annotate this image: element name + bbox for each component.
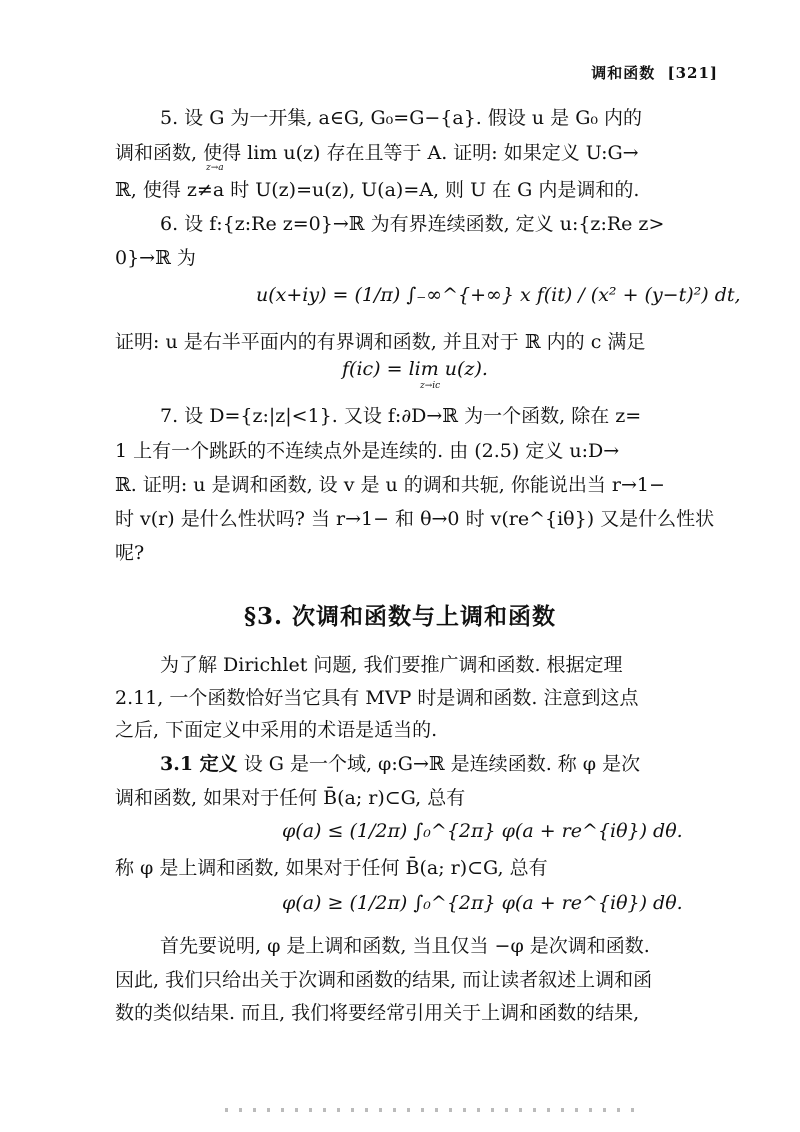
intro-line-3: 之后, 下面定义中采用的术语是适当的.	[115, 719, 438, 741]
ex7-line-1: 7. 设 D={z:|z|<1}. 又设 f:∂D→ℝ 为一个函数, 除在 z=	[160, 405, 642, 427]
section-heading: §3. 次调和函数与上调和函数	[243, 603, 557, 630]
intro-line-1: 为了解 Dirichlet 问题, 我们要推广调和函数. 根据定理	[160, 654, 623, 676]
closing-line-1: 首先要说明, φ 是上调和函数, 当且仅当 −φ 是次调和函数.	[160, 935, 650, 957]
ex6-formula: u(x+iy) = (1/π) ∫₋∞^{+∞} x f(it) / (x² + (y−t)²) dt,	[256, 284, 741, 306]
running-head-title: 调和函数	[591, 64, 656, 82]
ex6-formula-2: f(ic) = lim u(z).	[342, 358, 488, 380]
ex5-line-2: 调和函数, 使得 lim u(z) 存在且等于 A. 证明: 如果定义 U:G→	[115, 142, 639, 164]
ex7-line-2: 1 上有一个跳跃的不连续点外是连续的. 由 (2.5) 定义 u:D→	[115, 440, 620, 462]
ex7-line-5: 呢?	[115, 542, 145, 564]
running-head	[591, 62, 718, 83]
ex5-limit-subscript: z→a	[206, 163, 224, 173]
closing-line-3: 数的类似结果. 而且, 我们将要经常引用关于上调和函数的结果,	[115, 1002, 640, 1024]
superharmonic-inequality: φ(a) ≥ (1/2π) ∫₀^{2π} φ(a + re^{iθ}) dθ.	[282, 892, 683, 914]
definition-line-1	[160, 752, 705, 776]
page-number: [321]	[667, 64, 718, 82]
ex6-after: 证明: u 是右半平面内的有界调和函数, 并且对于 ℝ 内的 c 满足	[115, 331, 646, 353]
ex6-line-1: 6. 设 f:{z:Re z=0}→ℝ 为有界连续函数, 定义 u:{z:Re z>	[160, 213, 665, 235]
scan-artifact	[225, 1108, 645, 1112]
ex7-line-4: 时 v(r) 是什么性状吗? 当 r→1− 和 θ→0 时 v(re^{iθ}) 又是什么性状	[115, 508, 715, 530]
definition-text-1: 设 G 是一个域, φ:G→ℝ 是连续函数. 称 φ 是次	[243, 753, 641, 775]
ex7-line-3: ℝ. 证明: u 是调和函数, 设 v 是 u 的调和共轭, 你能说出当 r→1−	[115, 474, 665, 496]
definition-line-2: 调和函数, 如果对于任何 B̄(a; r)⊂G, 总有	[115, 787, 466, 809]
intro-line-2: 2.11, 一个函数恰好当它具有 MVP 时是调和函数. 注意到这点	[115, 687, 639, 709]
closing-line-2: 因此, 我们只给出关于次调和函数的结果, 而让读者叙述上调和函	[115, 969, 653, 991]
ex5-line-1: 5. 设 G 为一开集, a∈G, G₀=G−{a}. 假设 u 是 G₀ 内的	[160, 107, 643, 129]
ex6-line-2: 0}→ℝ 为	[115, 247, 196, 269]
ex6-limit-subscript: z→ic	[420, 381, 441, 391]
ex5-line-3: ℝ, 使得 z≠a 时 U(z)=u(z), U(a)=A, 则 U 在 G 内是调和的.	[115, 179, 640, 201]
subharmonic-inequality: φ(a) ≤ (1/2π) ∫₀^{2π} φ(a + re^{iθ}) dθ.	[282, 820, 683, 842]
definition-mid: 称 φ 是上调和函数, 如果对于任何 B̄(a; r)⊂G, 总有	[115, 857, 548, 879]
definition-head: 3.1 定义	[160, 753, 238, 775]
